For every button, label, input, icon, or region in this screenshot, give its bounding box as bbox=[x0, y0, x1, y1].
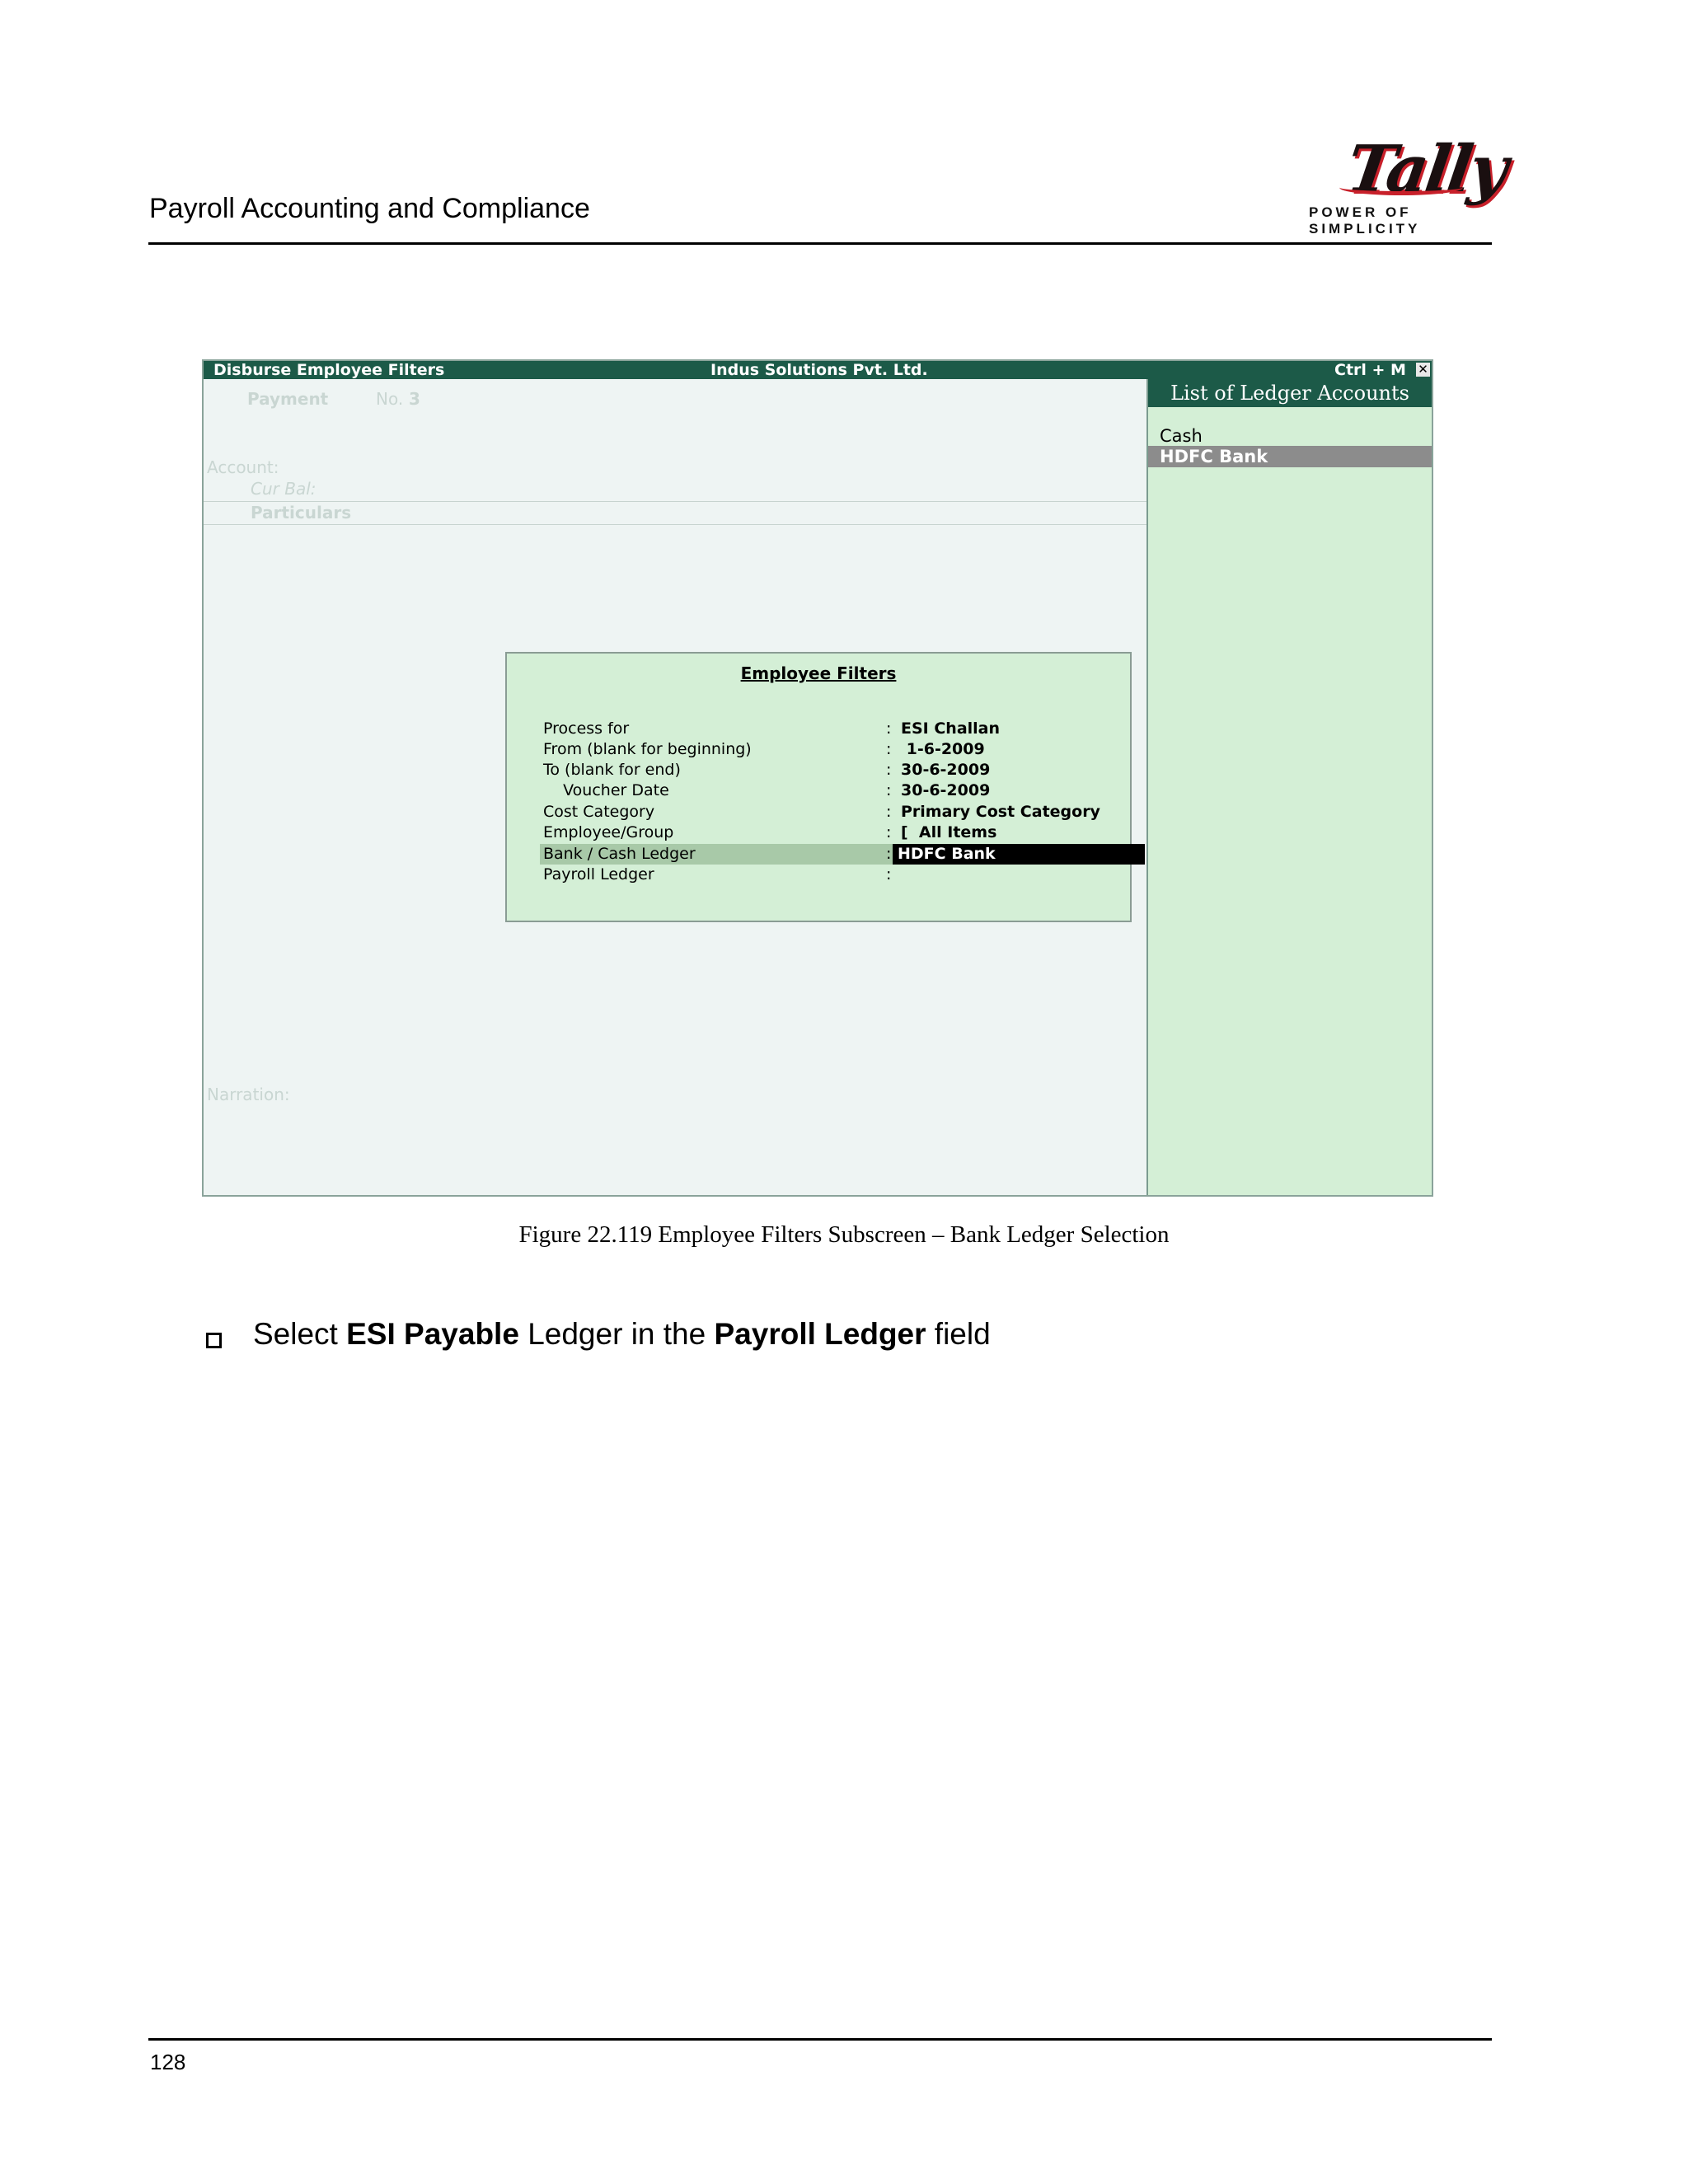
filter-row-from-date[interactable] bbox=[540, 739, 1118, 760]
filter-colon: : bbox=[886, 719, 892, 738]
filter-row-process-for[interactable] bbox=[540, 719, 1118, 739]
cur-bal-label: Cur Bal: bbox=[251, 479, 316, 499]
window-titlebar bbox=[204, 361, 1432, 379]
particulars-rule-top bbox=[204, 501, 1146, 502]
ledger-item-cash[interactable]: Cash bbox=[1160, 426, 1203, 446]
tally-logo bbox=[1306, 132, 1511, 237]
logo-wordmark: Tally bbox=[1342, 132, 1511, 207]
filter-label: Cost Category bbox=[543, 803, 655, 821]
window-title: Disburse Employee Filters bbox=[213, 361, 445, 379]
filter-label: From (blank for beginning) bbox=[543, 740, 752, 758]
logo-swoosh bbox=[1339, 180, 1463, 195]
filter-label: Employee/Group bbox=[543, 823, 674, 841]
filter-row-employee-group[interactable] bbox=[540, 823, 1118, 843]
filter-row-bank-cash-ledger[interactable] bbox=[540, 844, 1118, 865]
page-number: 128 bbox=[150, 2050, 186, 2074]
filter-row-to-date[interactable] bbox=[540, 760, 1118, 780]
filter-colon: : bbox=[886, 865, 892, 883]
particulars-heading: Particulars bbox=[251, 503, 352, 523]
filter-label: Voucher Date bbox=[543, 781, 669, 799]
filter-row-payroll-ledger[interactable] bbox=[540, 865, 1118, 885]
filter-value: Primary Cost Category bbox=[901, 803, 1100, 821]
filter-value: 1-6-2009 bbox=[901, 740, 985, 758]
instruction-pre: Select bbox=[253, 1317, 347, 1351]
filter-row-cost-category[interactable] bbox=[540, 802, 1118, 823]
employee-filters-subscreen bbox=[505, 652, 1132, 922]
bank-ledger-input[interactable]: HDFC Bank bbox=[893, 844, 1145, 865]
logo-tagline: POWER OF SIMPLICITY bbox=[1309, 204, 1421, 237]
filter-colon: : bbox=[886, 761, 892, 779]
filter-value: ESI Challan bbox=[901, 719, 1001, 738]
account-label: Account: bbox=[207, 457, 279, 477]
filter-value: 30-6-2009 bbox=[901, 761, 991, 779]
employee-filters-title: Employee Filters bbox=[740, 663, 897, 683]
company-name: Indus Solutions Pvt. Ltd. bbox=[710, 361, 928, 379]
filter-colon: : bbox=[886, 823, 892, 841]
filter-label: Bank / Cash Ledger bbox=[543, 845, 696, 863]
ledger-list-panel bbox=[1146, 379, 1432, 1195]
tally-screenshot bbox=[202, 359, 1433, 1197]
filter-value: 30-6-2009 bbox=[901, 781, 991, 799]
instruction-bold-2: Payroll Ledger bbox=[714, 1317, 926, 1351]
filter-row-voucher-date[interactable] bbox=[540, 780, 1118, 801]
filter-label: Payroll Ledger bbox=[543, 865, 654, 883]
filter-label: To (blank for end) bbox=[543, 761, 681, 779]
instruction-post: field bbox=[926, 1317, 991, 1351]
footer-rule bbox=[148, 2038, 1492, 2041]
shortcut-label: Ctrl + M bbox=[1334, 361, 1406, 379]
narration-label: Narration: bbox=[207, 1085, 290, 1104]
bullet-square-icon bbox=[206, 1333, 222, 1348]
ledger-list-header: List of Ledger Accounts bbox=[1148, 379, 1432, 407]
header-rule bbox=[148, 242, 1492, 245]
filter-colon: : bbox=[886, 781, 892, 799]
figure-caption: Figure 22.119 Employee Filters Subscreen – Bank Ledger Selection bbox=[518, 1221, 1170, 1248]
filter-value: [ All Items bbox=[901, 823, 997, 841]
instruction-bold-1: ESI Payable bbox=[346, 1317, 519, 1351]
voucher-no-value: 3 bbox=[409, 389, 420, 409]
close-icon[interactable]: ✕ bbox=[1416, 363, 1430, 377]
ledger-item-hdfc-bank[interactable]: HDFC Bank bbox=[1148, 446, 1432, 467]
voucher-no-label: No. bbox=[376, 389, 404, 409]
instruction-text bbox=[253, 1317, 991, 1352]
filter-colon: : bbox=[886, 740, 892, 758]
page-header-title: Payroll Accounting and Compliance bbox=[149, 193, 590, 224]
filter-colon: : bbox=[886, 803, 892, 821]
voucher-type: Payment bbox=[247, 389, 329, 409]
filter-label: Process for bbox=[543, 719, 630, 738]
instruction-mid: Ledger in the bbox=[518, 1317, 715, 1351]
filter-colon: : bbox=[886, 845, 892, 863]
particulars-rule-bottom bbox=[204, 524, 1146, 525]
